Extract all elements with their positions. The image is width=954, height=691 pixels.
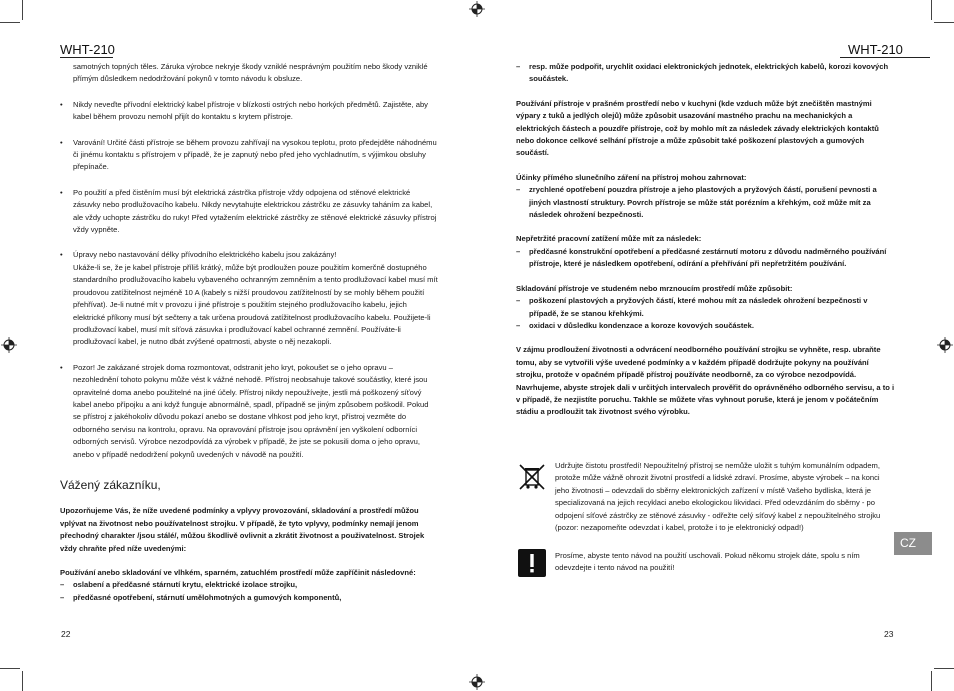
bullet-no-disassembly: • Pozor! Je zakázané strojek doma rozmontovat, odstranit jeho kryt, pokoušet se o jeho opravu – nezohlednění tohoto pokynu může vést k vážné nehodě. Přístroj neobsahuje takové součástky, které jsou opravitelné doma anebo použitelné na jiné účely. Přístroj nikdy nepoužívejte, jestli má poškozený síťový kabel anebo přípojku a ani když funguje abnormálně, spadl, případně se jiným způsobem poškodil. Pokud se přístroj z jakéhokoliv důvodu pokazí anebo se dostane vlhkost pod jeho kryt, přístroj vezměte do odborného servisu na kontrolu, opravu. Na opravování přístroje jsou oprávnění jen vyškolení odborníci odborných servisů. Výrobce nezodpovídá za výrobek v případě, že jste se pokusili doma o jeho opravu, anebo v případě nedodržení pokynů uvedených v návodě na použití. — [60, 362, 438, 461]
keep-manual-note: Prosíme, abyste tento návod na použití uschovali. Pokud někomu strojek dáte, spolu s ním odevzdejte i tento návod na použití! — [555, 551, 860, 573]
bullet-unplug: • Po použití a před čistěním musí být elektrická zástrčka přístroje vždy odpojena od stěnové elektrické zásuvky nebo prodlužovacího kabelu. Nikdy nevytahujte elektrickou zástrčku ze zásuvky taháním za kabel, ale vždy uchopte zástrčku do ruky! Před vytažením elektrické zástrčky ze stěnové elektrické zásuvky přístroj vždy vypněte. — [60, 187, 438, 237]
dust-paragraph: Používání přístroje v prašném prostředí nebo v kuchyni (kde vzduch může být znečištěn mastnými výpary z tuků a jedlých olejů) může způsobit usazování mastného prachu na mechanických a elektrických částech a pouzdře přístroje, což by mohlo mít za následek závady elektrických kontaktů nebo dokonce celkové selhání přístroje a může způsobit také poškození plastových a gumových součástí. — [516, 98, 879, 158]
page-number: 22 — [61, 629, 71, 639]
right-body — [516, 61, 896, 419]
bullet-extension-title: • Úpravy nebo nastavování délky přívodního elektrického kabelu jsou zakázány! — [60, 249, 438, 261]
bullet-hot-parts: • Varování! Určité části přístroje se během provozu zahřívají na vysokou teplotu, proto předejděte náhodnému či jinému kontaktu s přístrojem v případě, že je zapnutý nebo před jeho vychladnutím, s výjimkou obsluhy přepínače. — [60, 137, 438, 174]
humidity-title: Používání anebo skladování ve vlhkém, sparném, zatuchlém prostředí může zapříčinit následovné: — [60, 568, 416, 577]
language-tab: CZ — [894, 532, 932, 555]
bullet-cable: • Nikdy neveďte přívodní elektrický kabel přístroje v blízkosti ostrých nebo horkých předmětů. Zajistěte, aby kabel během provozu nemohl přijít do kontaktu s krytem přístroje. — [60, 99, 438, 124]
warning-paragraph: Upozorňujeme Vás, že níže uvedené podmínky a vplyvy provozování, skladování a prostředí můžou vplývat na životnost nebo používatelnost strojku. V případě, že tyto vplyvy, podmínky nemají jenom přechodný charakter /jsou stálé/, můžou škodlivě ovlivnit a zkrátit životnost a použivatelnost. Strojek vždy chraňte před níže uvedenými: — [60, 506, 425, 553]
cold-item: – oxidaci v důsledku kondenzace a koroze kovových součástek. — [516, 320, 896, 332]
cold-title: Skladování přístroje ve studeném nebo mrznoucím prostředí může způsobit: — [516, 283, 793, 293]
section-heading: Vážený zákazníku, — [60, 477, 161, 492]
model-header: WHT-210 — [848, 42, 903, 57]
bullet-extension-text: Ukáže-li se, že je kabel přístroje příliš krátký, může být prodloužen pouze použitím komerčně dostupného standardního prodlužovacího kabelu vybaveného ochranným zemněním a tento prodlužovací kabel musí mít proudovou zatížitelnost nejméně 10 A (kabely s nižší proudovou zatížitelností by se mohly během použití přehřívat). Je-li nutné mít v provozu i jiné přístroje s použitím stejného prodlužovacího kabelu, jejich elektrické příkony musí být sečteny a tak určena proudová zatížitelnost prodlužovacího kabelu. Použijete-li prodlužovací kabel, musí mít síťová zásuvka i prodlužovací kabel ochranné zemnění. Používáte-li prodlužovací kabel, je nutno dbát zvýšené opatrnosti, abyste o něj nezakopli. — [73, 262, 438, 347]
page-number: 23 — [884, 629, 894, 639]
left-body — [60, 61, 438, 604]
cold-item: – poškození plastových a pryžových částí, které mohou mít za následek ohrožení bezpečnosti v případě, že se stanou křehkými. — [516, 295, 896, 320]
right-page — [477, 0, 954, 691]
crossed-bin-icon — [517, 462, 547, 492]
sun-title: Účinky přímého slunečního záření na přístroj mohou zahrnovat: — [516, 172, 747, 182]
model-header: WHT-210 — [60, 42, 115, 57]
header-rule — [840, 57, 930, 58]
recycling-note: Udržujte čistotu prostředí! Nepoužitelný přístroj se nemůže uložit s tuhým komunálním odpadem, protože může vážně ohrozit životní prostředí a lidské zdraví. Prosíme, abyste výrobek – na konci jeho životnosti – odevzdali do sběrny elektronických zařízení v místě Vašeho bydliska, která je specializovaná na jejich recyklaci anebo ekologickou likvidaci. Před odevzdáním do sběrny - po odpojení síťové zástrčky ze stěnové zásuvky - odřežte celý síťový kabel z nepoužitelného strojku (pozor: nezapomeňte odevzdat i kabel, protože i to je elektronický odpad!) — [555, 461, 881, 533]
header-rule — [60, 57, 113, 58]
load-item: – předčasné konstrukční opotřebení a předčasné zestárnutí motoru z důvodu nadměrného používání přístroje, které je následkem opotřebení, odírání a přehřívání při nepřetržitém používání. — [516, 246, 896, 271]
intro-paragraph: samotných topných těles. Záruka výrobce nekryje škody vzniklé nesprávným použitím nebo škody vzniklé přímým důsledkem nedodržování pokynů v tomto návodu k obsluze. — [73, 62, 428, 84]
humidity-item: – předčasné opotřebení, stárnutí umělohmotných a gumových komponentů, — [60, 592, 438, 604]
load-title: Nepřetržité pracovní zatížení může mít za následek: — [516, 234, 702, 244]
sun-item: – zrychlené opotřebení pouzdra přístroje a jeho plastových a pryžových částí, porušení pevnosti a jiných vlastností struktury. Povrch přístroje se může stát porézním a křehkým, což může mít za následek ohrožení bezpečnosti. — [516, 184, 896, 221]
humidity-item: – resp. může podpořit, urychlit oxidaci elektronických jednotek, elektrických kabelů, korozi kovových součástek. — [516, 61, 896, 86]
humidity-item: – oslabení a předčasné stárnutí krytu, elektrické izolace strojku, — [60, 579, 438, 591]
final-paragraph: V zájmu prodloužení životnosti a odvrácení neodborného používání strojku se vyhněte, resp. ubraňte tomu, aby se vytvořili výše uvedené podmínky a v každém případě dodržujte pokyny na používání strojku, protože v opačném případě přístroj používáte neodborně, za co výrobce nezodpovídá. Navrhujeme, abyste strojek dali v určitých intervalech prověřit do oprávněného odborného servisu, a to i v případě, že nezjistíte poruchu. Takhle se můžete vřas vyhnout poruše, která je jenom v počátečním stádiu a prodloužit tak životnost svého výrobku. — [516, 345, 895, 417]
exclamation-icon — [517, 548, 547, 578]
